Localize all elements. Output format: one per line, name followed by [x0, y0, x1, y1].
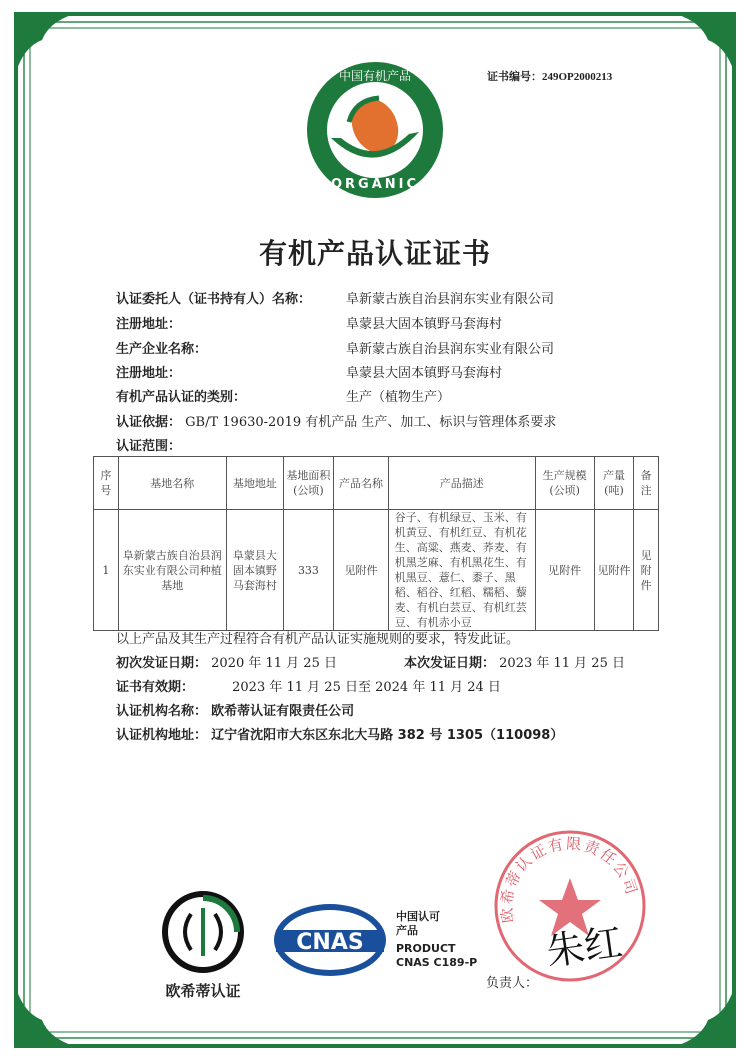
table-cell: 1 [94, 510, 119, 631]
field-row [116, 362, 503, 381]
china-organic-logo [305, 60, 445, 200]
scope-label-row [116, 435, 181, 454]
cnas-lines [396, 910, 477, 970]
scope-label: 认证范围： [116, 439, 182, 454]
table-header: 序号 [94, 457, 119, 510]
table-header: 基地名称 [118, 457, 226, 510]
table-cell: 谷子、有机绿豆、玉米、有机黄豆、有机红豆、有机花生、高粱、燕麦、荞麦、有机黑芝麻、有机黑花生、有机黑豆、薏仁、黍子、黑稻、稻谷、红稻、糯稻、藜麦、有机白芸豆、有机红芸豆、有机赤小豆 [388, 510, 535, 631]
seal-text: 欧希蒂认证有限责任公司 [497, 834, 642, 924]
cnas-line: CNAS C189-P [396, 956, 478, 969]
org-addr-row [116, 724, 563, 743]
logo-bottom-text: ORGANIC [330, 177, 420, 192]
field-row [116, 338, 555, 357]
field-label: 生产企业名称： [116, 342, 208, 357]
table-cell: 333 [283, 510, 333, 631]
basis-label: 认证依据： [116, 415, 182, 430]
table-header: 基地地址 [226, 457, 283, 510]
cnas-line: 中国认可 [396, 910, 440, 923]
table-cell: 阜新蒙古族自治县润东实业有限公司种植基地 [118, 510, 226, 631]
field-label: 认证委托人（证书持有人）名称： [116, 292, 312, 307]
certificate-number: 证书编号：249OP2000213 [487, 71, 613, 83]
table-cell: 阜蒙县大固本镇野马套海村 [226, 510, 283, 631]
table-header-row [94, 457, 659, 510]
table-header: 基地面积(公顷) [283, 457, 333, 510]
scope-table [93, 456, 659, 631]
field-row [116, 288, 555, 307]
this-issue-row [404, 652, 625, 671]
ocert-logo [148, 890, 258, 1001]
cnas-logo [272, 902, 388, 978]
ocert-emblem-icon [161, 890, 245, 974]
basis-row [116, 411, 556, 430]
table-header: 产品名称 [334, 457, 389, 510]
first-issue-label: 初次发证日期： [116, 656, 208, 671]
logo-top-text: 中国有机产品 [338, 69, 412, 83]
table-row [94, 510, 659, 631]
this-issue-value: 2023 年 11 月 25 日 [499, 656, 625, 671]
cnas-text: CNAS [296, 930, 364, 955]
org-addr-label: 认证机构地址： [116, 728, 208, 743]
validity-value: 2023 年 11 月 25 日至 2024 年 11 月 24 日 [232, 680, 501, 695]
table-header: 产量(吨) [594, 457, 634, 510]
first-issue-row [116, 652, 337, 671]
field-value: 阜新蒙古族自治县润东实业有限公司 [346, 342, 555, 357]
field-label: 注册地址： [116, 317, 182, 332]
table-cell: 见附件 [535, 510, 594, 631]
field-row [116, 386, 451, 405]
basis-value: GB/T 19630-2019 有机产品 生产、加工、标识与管理体系要求 [185, 415, 557, 430]
this-issue-label: 本次发证日期： [404, 656, 496, 671]
org-name-row [116, 700, 354, 719]
table-header: 产品描述 [388, 457, 535, 510]
responsible-label: 负责人： [486, 976, 539, 991]
field-value: 阜蒙县大固本镇野马套海村 [346, 366, 503, 381]
table-cell: 见附件 [634, 510, 659, 631]
field-value: 阜新蒙古族自治县润东实业有限公司 [346, 292, 555, 307]
field-label: 注册地址： [116, 366, 182, 381]
ocert-label: 欧希蒂认证 [165, 982, 241, 1000]
validity-label: 证书有效期： [116, 680, 195, 695]
table-header: 生产规模(公顷) [535, 457, 594, 510]
field-value: 生产（植物生产） [346, 390, 451, 405]
cnas-line: PRODUCT [396, 942, 456, 955]
org-addr-value: 辽宁省沈阳市大东区东北大马路 382 号 1305（110098） [211, 728, 564, 743]
field-value: 阜蒙县大固本镇野马套海村 [346, 317, 503, 332]
cnas-line: 产品 [396, 924, 418, 937]
validity-row [116, 676, 501, 695]
table-cell: 见附件 [334, 510, 389, 631]
certificate-title: 有机产品认证证书 [258, 237, 491, 270]
table-header: 备注 [634, 457, 659, 510]
field-label: 有机产品认证的类别： [116, 390, 247, 405]
table-cell: 见附件 [594, 510, 634, 631]
signature: 朱红 [543, 919, 626, 975]
first-issue-value: 2020 年 11 月 25 日 [211, 656, 337, 671]
org-name-label: 认证机构名称： [116, 704, 208, 719]
org-name-value: 欧希蒂认证有限责任公司 [211, 704, 355, 719]
field-row [116, 313, 503, 332]
statement: 以上产品及其生产过程符合有机产品认证实施规则的要求，特发此证。 [116, 632, 520, 647]
